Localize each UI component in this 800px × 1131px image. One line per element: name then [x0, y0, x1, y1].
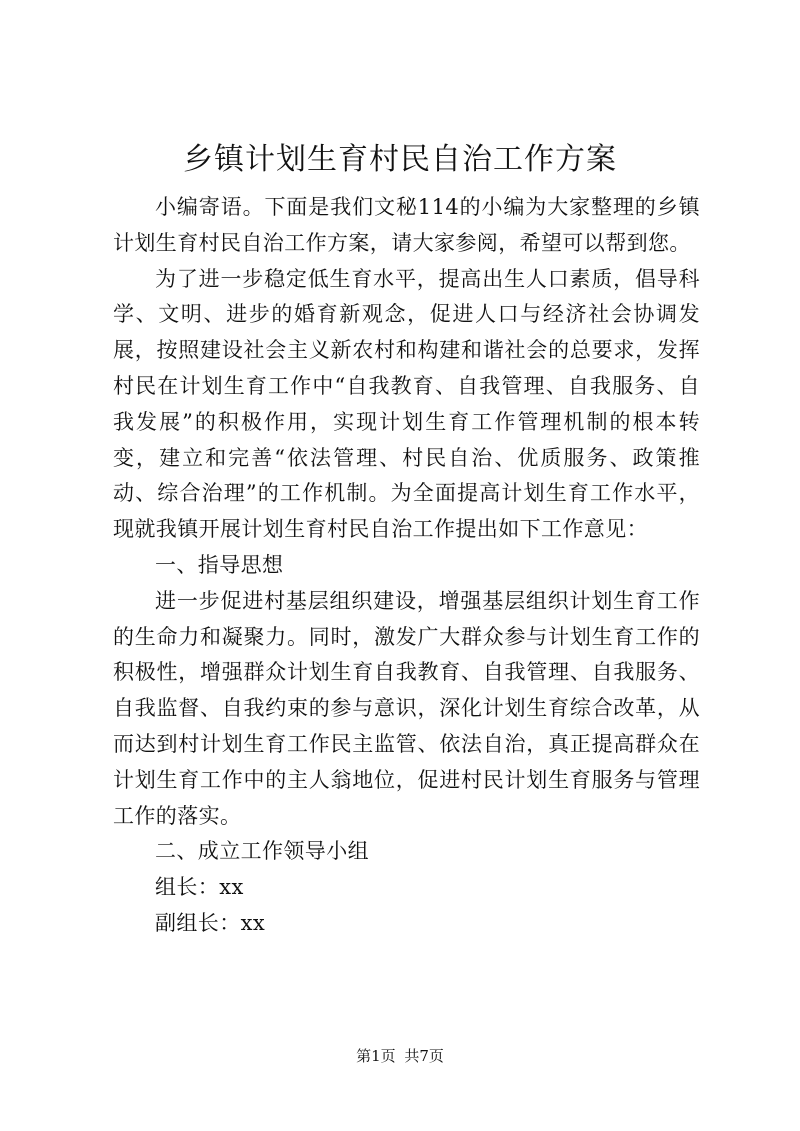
document-title: 乡镇计划生育村民自治工作方案: [183, 142, 617, 177]
document-body: [113, 190, 700, 942]
deputy-group-leader-line: 副组长：xx: [155, 910, 266, 935]
purpose-paragraph: 为了进一步稳定低生育水平，提高出生人口素质，倡导科学、文明、进步的婚育新观念，促进人口与经济社会协调发展，按照建设社会主义新农村和构建和谐社会的总要求，发挥村民在计划生育工作中“自我教育、自我管理、自我服务、自我发展”的积极作用，实现计划生育工作管理机制的根本转变，建立和完善“依法管理、村民自治、优质服务、政策推动、综合治理”的工作机制。为全面提高计划生育工作水平，现就我镇开展计划生育村民自治工作提出如下工作意见：: [113, 266, 700, 542]
section-heading-leadership-group: 二、成立工作领导小组: [155, 839, 369, 864]
intro-paragraph: 小编寄语。下面是我们文秘114的小编为大家整理的乡镇计划生育村民自治工作方案，请大家参阅，希望可以帮到您。: [113, 195, 700, 255]
page-total: 共7页: [404, 1047, 444, 1065]
page-footer: [0, 1046, 800, 1066]
page-number: 第1页: [356, 1047, 396, 1065]
guiding-ideology-paragraph: 进一步促进村基层组织建设，增强基层组织计划生育工作的生命力和凝聚力。同时，激发广大群众参与计划生育工作的积极性，增强群众计划生育自我教育、自我管理、自我服务、自我监督、自我约束的参与意识，深化计划生育综合改革，从而达到村计划生育工作民主监管、依法自治，真正提高群众在计划生育工作中的主人翁地位，促进村民计划生育服务与管理工作的落实。: [113, 588, 700, 828]
section-heading-guiding-ideology: 一、指导思想: [155, 552, 284, 577]
group-leader-line: 组长：xx: [155, 875, 244, 900]
